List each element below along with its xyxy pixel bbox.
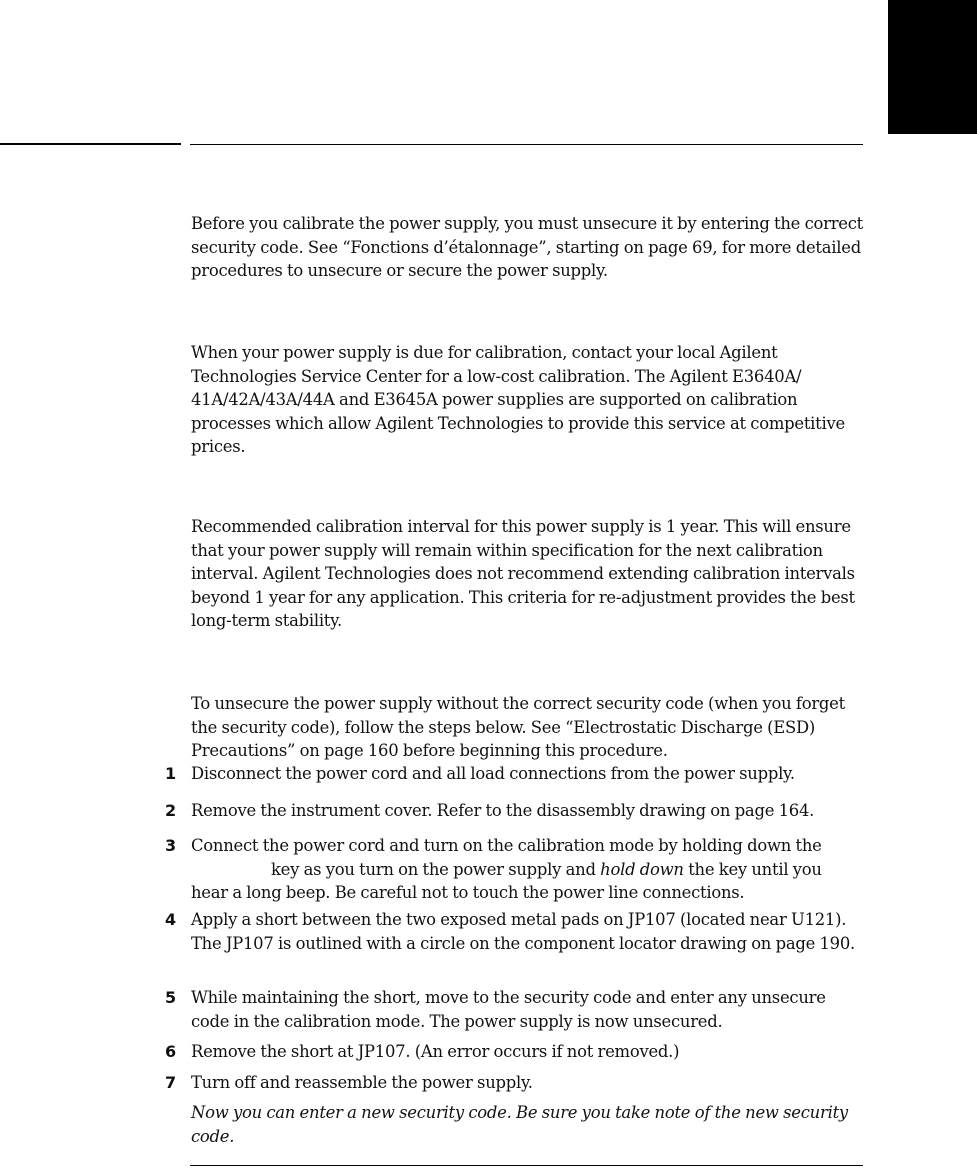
step-text — [191, 834, 863, 905]
step-number: 3 — [165, 836, 177, 855]
step-number: 1 — [165, 764, 177, 783]
step-text: Remove the short at JP107. (An error occurs if not removed.) — [191, 1042, 680, 1061]
step-number: 4 — [165, 910, 177, 929]
paragraph-security: Before you calibrate the power supply, you must unsecure it by entering the correct security code. See “Fonctions d’étalonnage”, starting on page 69, for more detailed procedures to unsecure or secure the power supply. — [191, 214, 864, 280]
paragraph-unsecure-intro: To unsecure the power supply without the correct security code (when you forget the security code), follow the steps below. See “Electrostatic Discharge (ESD) Precautions” on page 160 before beginning this procedure. — [191, 694, 845, 760]
step-text: Turn off and reassemble the power supply. — [191, 1073, 533, 1092]
step-3-text-b: key as you turn on the power supply and — [271, 859, 596, 879]
step-text: Remove the instrument cover. Refer to the disassembly drawing on page 164. — [191, 801, 815, 820]
step-text: Disconnect the power cord and all load connections from the power supply. — [191, 764, 795, 783]
step-text: Apply a short between the two exposed metal pads on JP107 (located near U121). The JP107 is outlined with a circle on the component locator drawing on page 190. — [191, 910, 855, 953]
step-3-emphasis: hold down — [600, 859, 684, 879]
step-number: 2 — [165, 801, 177, 820]
header-rule — [190, 144, 863, 145]
step-text: While maintaining the short, move to the security code and enter any unsecure code in the calibration mode. The power supply is now unsecured. — [191, 988, 826, 1031]
header-rule-left — [0, 143, 181, 145]
step-number: 7 — [165, 1073, 177, 1092]
step-number: 6 — [165, 1042, 177, 1061]
chapter-tab-block — [888, 0, 977, 134]
step-number: 5 — [165, 988, 177, 1007]
footer-rule — [190, 1165, 863, 1166]
paragraph-interval: Recommended calibration interval for this power supply is 1 year. This will ensure that your power supply will remain within specification for the next calibration interval. Agilent Technologies does not recommend extending calibration intervals beyond 1 year for any application. This criteria for re-adjustment provides the best long-term stability. — [191, 517, 855, 630]
paragraph-service: When your power supply is due for calibration, contact your local Agilent Technologies Service Center for a low-cost calibration. The Agilent E3640A/ 41A/42A/43A/44A and E3645A power supplies are supported on calibration processes which allow Agilent Technologies to provide this service at competitive prices. — [191, 343, 845, 456]
step-3-text-a: Connect the power cord and turn on the calibration mode by holding down the — [191, 836, 822, 855]
closing-note: Now you can enter a new security code. Be sure you take note of the new security code. — [191, 1103, 848, 1146]
step-3-text-c: the key until you hear a long beep. Be careful not to touch the power line connections. — [191, 859, 822, 902]
